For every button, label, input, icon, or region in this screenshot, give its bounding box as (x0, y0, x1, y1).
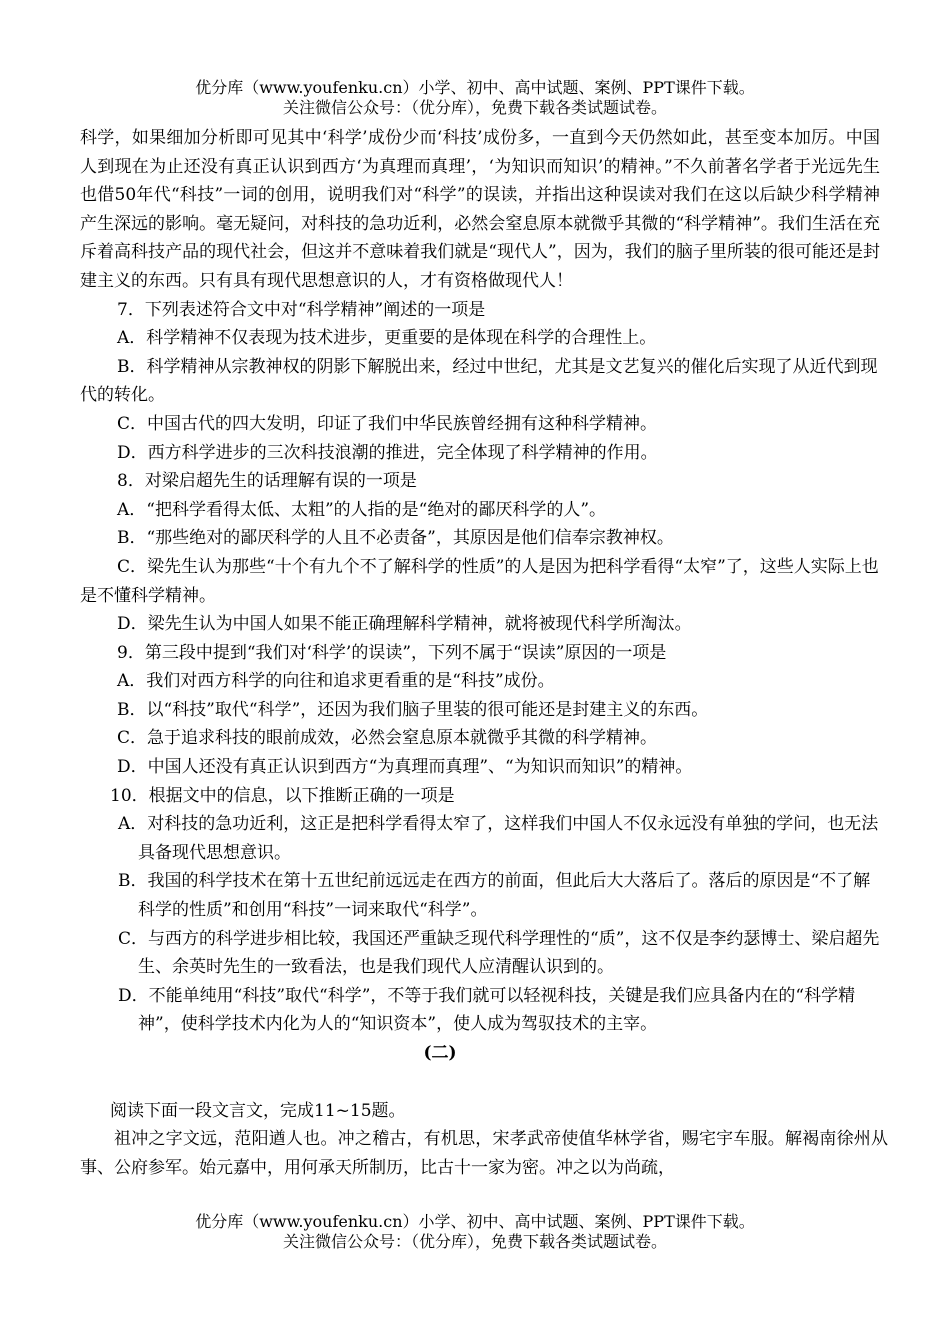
question-9-option-d: D．中国人还没有真正认识到西方“为真理而真理”、“为知识而知识”的精神。 (117, 757, 693, 778)
question-8-option-b: B．“那些绝对的鄙厌科学的人且不必责备”，其原因是他们信奉宗教神权。 (117, 528, 674, 549)
question-10-option-b: B．我国的科学技术在第十五世纪前远远走在西方的前面，但此后大大落后了。落后的原因是“不了解科学的性质”和创用“科技”一词来取代“科学”。 (118, 871, 871, 921)
document-body (80, 124, 888, 1182)
section-2-heading: (二) (423, 1043, 457, 1063)
question-7-option-a: A．科学精神不仅表现为技术进步，更重要的是体现在科学的合理性上。 (117, 328, 657, 349)
question-8-option-a: A．“把科学看得太低、太粗”的人指的是“绝对的鄙厌科学的人”。 (117, 499, 607, 520)
question-10-stem: 10．根据文中的信息，以下推断正确的一项是 (110, 785, 455, 806)
question-7-stem: 7．下列表述符合文中对“科学精神”阐述的一项是 (117, 299, 486, 320)
page-header-line-2: 关注微信公众号：（优分库），免费下载各类试题试卷。 (282, 98, 667, 117)
question-8-option-c: C．梁先生认为那些“十个有九个不了解科学的性质”的人是因为把科学看得“太窄”了，这些人实际上也是不懂科学精神。 (80, 556, 879, 606)
classical-text-paragraph: 祖冲之字文远，范阳遒人也。冲之稽古，有机思，宋孝武帝使值华林学省，赐宅宇车服。解褐南徐州从事、公府参军。始元嘉中，用何承天所制历，比古十一家为密。冲之以为尚疏， (80, 1129, 888, 1178)
question-7-option-b: B．科学精神从宗教神权的阴影下解脱出来，经过中世纪，尤其是文艺复兴的催化后实现了从近代到现代的转化。 (80, 356, 878, 406)
question-10-option-a: A．对科技的急功近利，这正是把科学看得太窄了，这样我们中国人不仅永远没有单独的学问，也无法具备现代思想意识。 (118, 814, 879, 863)
page-header-line-1: 优分库（www.youfenku.cn）小学、初中、高中试题、案例、PPT课件下载。 (195, 78, 755, 97)
question-8-option-d: D．梁先生认为中国人如果不能正确理解科学精神，就将被现代科学所淘汰。 (117, 614, 692, 635)
question-10-option-c: C．与西方的科学进步相比较，我国还严重缺乏现代科学理性的“质”，这不仅是李约瑟博士、梁启超先生、余英时先生的一致看法，也是我们现代人应清醒认识到的。 (118, 928, 880, 978)
question-8-stem: 8．对梁启超先生的话理解有误的一项是 (117, 471, 417, 492)
question-9-stem: 9．第三段中提到“我们对‘科学’的误读”，下列不属于“误读”原因的一项是 (117, 642, 667, 663)
page-footer-line-1: 优分库（www.youfenku.cn）小学、初中、高中试题、案例、PPT课件下载。 (195, 1212, 755, 1231)
section-gap (80, 1068, 880, 1097)
page-footer-line-2: 关注微信公众号：（优分库），免费下载各类试题试卷。 (282, 1232, 667, 1251)
passage-paragraph: 科学，如果细加分析即可见其中‘科学’成份少而‘科技’成份多，一直到今天仍然如此，甚至变本加厉。中国人到现在为止还没有真正认识到西方‘为真理而真理’，‘为知识而知识’的精神。”不久前著名学者于光远先生也借50年代“科技”一词的创用，说明我们对“科学”的误读，并指出这种误读对我们在这以后缺少科学精神产生深远的影响。毫无疑问，对科技的急功近利，必然会窒息原本就微乎其微的“科学精神”。我们生活在充斥着高科技产品的现代社会，但这并不意味着我们就是“现代人”，因为，我们的脑子里所装的很可能还是封建主义的东西。只有具有现代思想意识的人，才有资格做现代人！ (80, 128, 880, 291)
question-9-option-c: C．急于追求科技的眼前成效，必然会窒息原本就微乎其微的科学精神。 (117, 728, 658, 749)
question-10-option-d: D．不能单纯用“科技”取代“科学”，不等于我们就可以轻视科技，关键是我们应具备内在的“科学精神”，使科学技术内化为人的“知识资本”，使人成为驾驭技术的主宰。 (118, 985, 856, 1035)
question-7-option-c: C．中国古代的四大发明，印证了我们中华民族曾经拥有这种科学精神。 (117, 413, 658, 434)
section-2-instruction: 阅读下面一段文言文，完成11~15题。 (110, 1100, 406, 1121)
question-7-option-d: D．西方科学进步的三次科技浪潮的推进，完全体现了科学精神的作用。 (117, 442, 658, 463)
question-9-option-b: B．以“科技”取代“科学”，还因为我们脑子里装的很可能还是封建主义的东西。 (117, 699, 709, 720)
question-9-option-a: A．我们对西方科学的向往和追求更看重的是“科技”成份。 (117, 671, 555, 692)
